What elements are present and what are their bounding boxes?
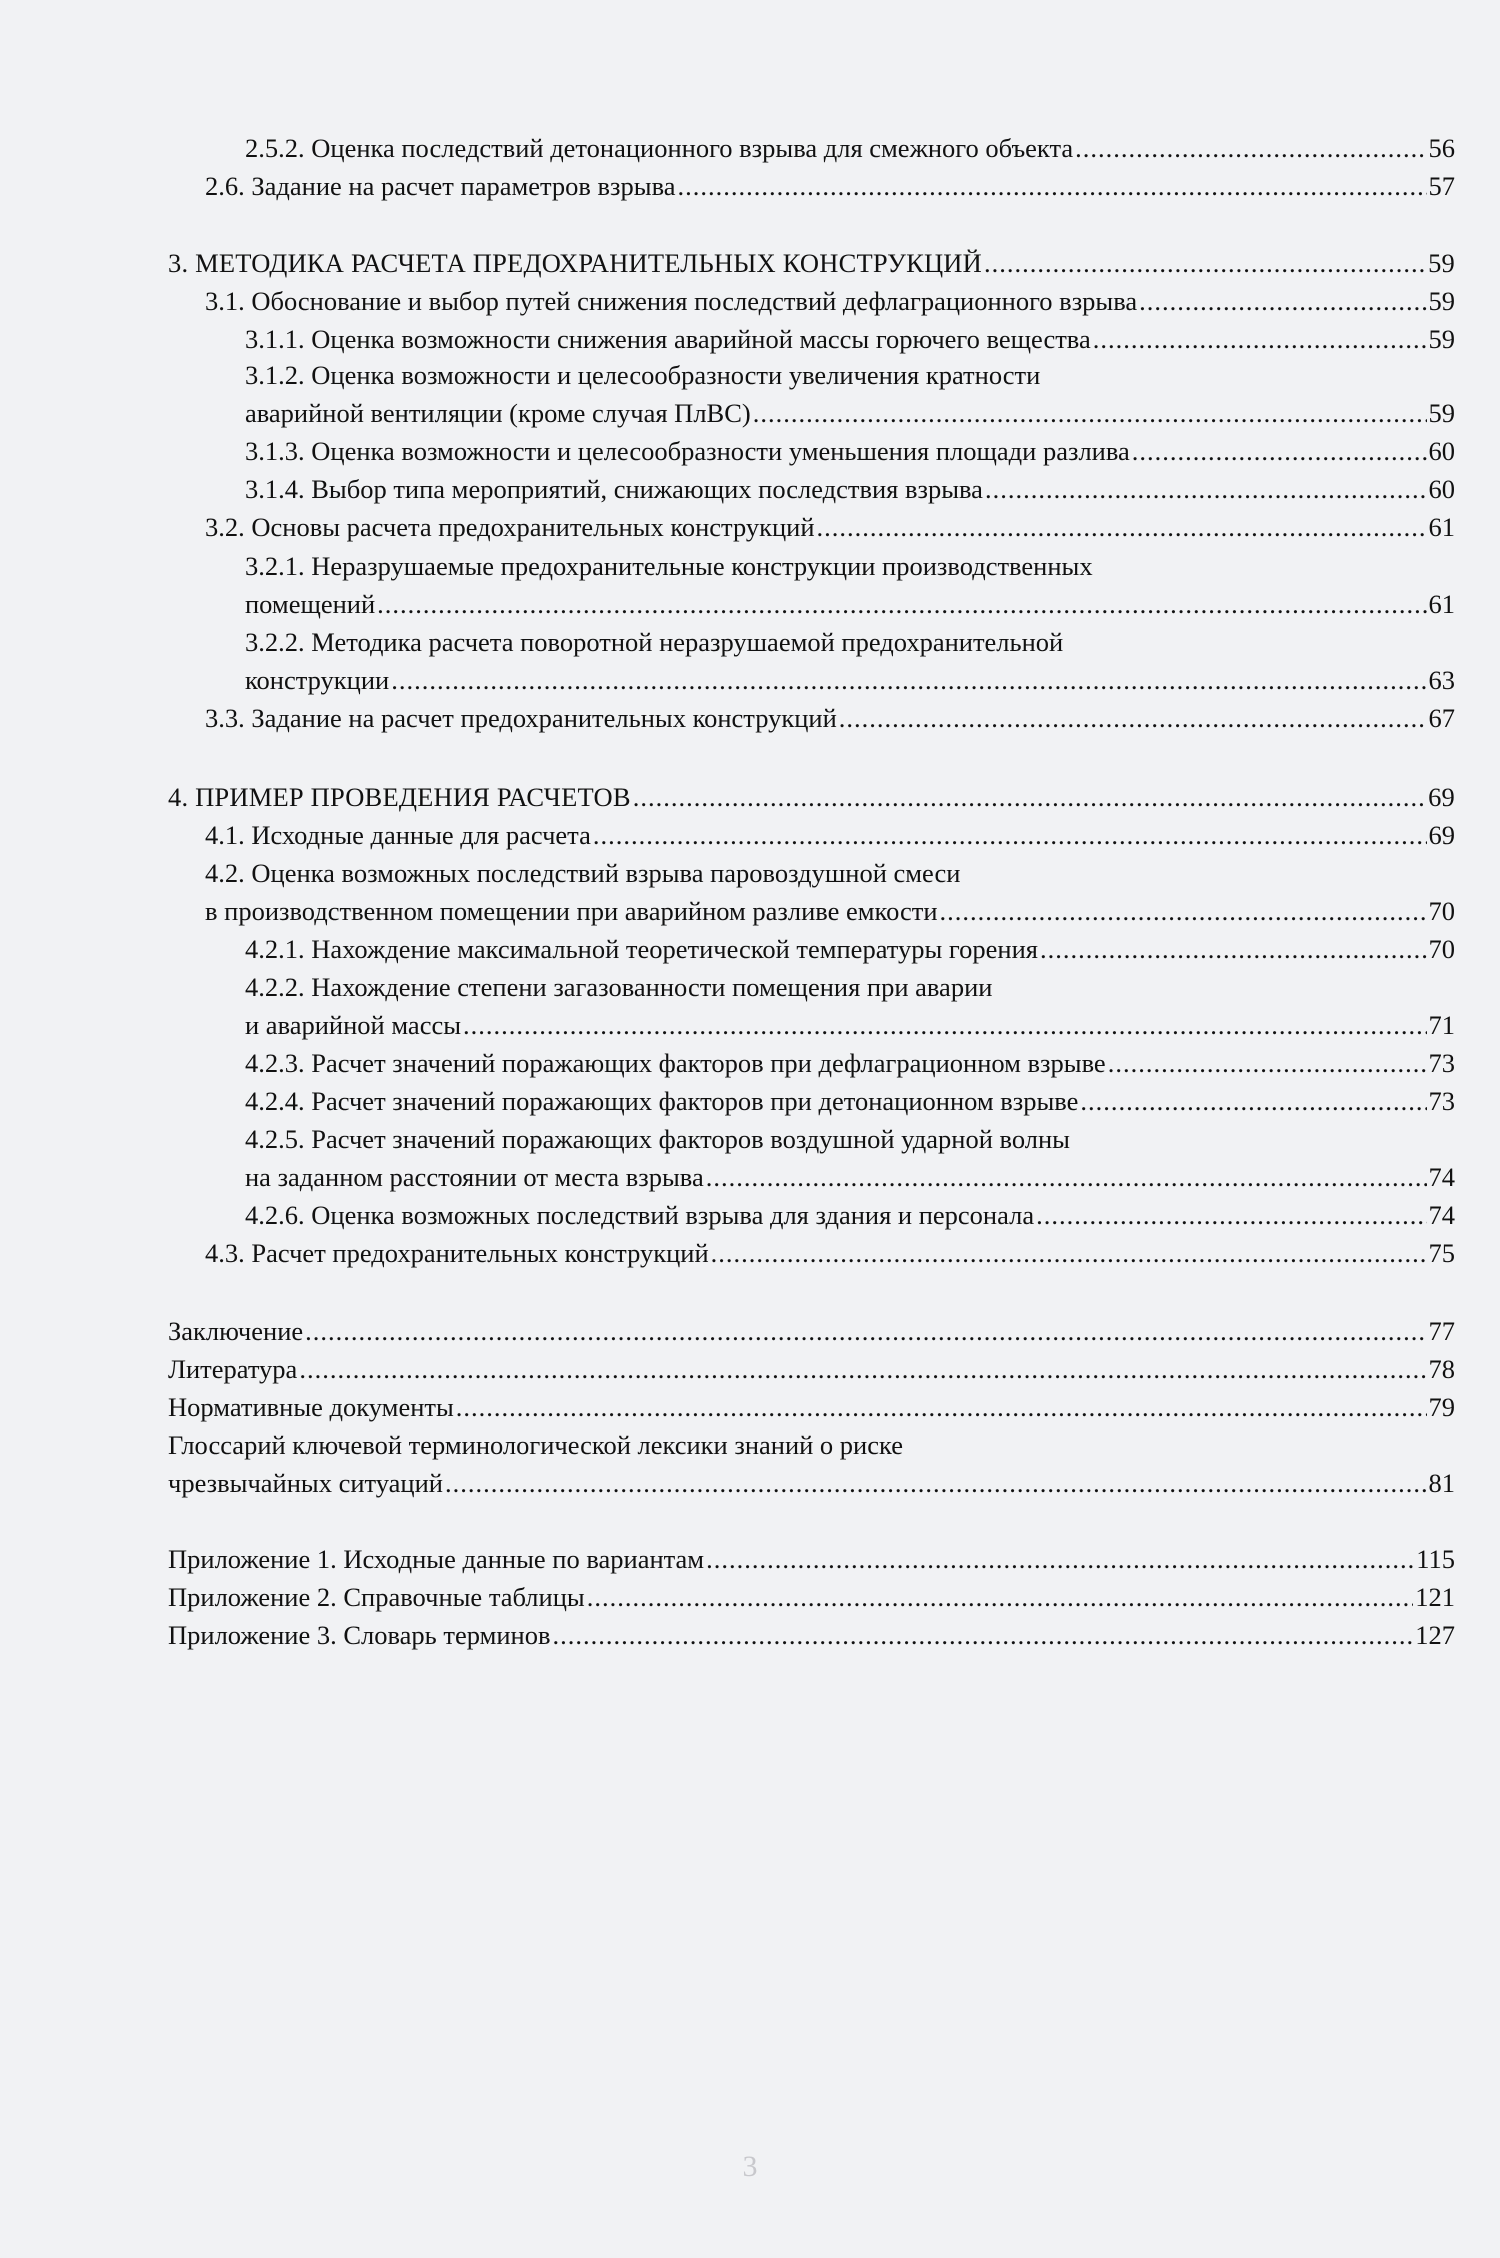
- toc-entry-title: 2.5.2. Оценка последствий детонационного взрыва для смежного объекта: [245, 133, 1074, 163]
- dot-leader: [445, 1465, 1427, 1501]
- toc-page-number: 115: [1416, 1544, 1455, 1574]
- toc-page-number: 69: [1428, 820, 1455, 850]
- dot-leader: [299, 1351, 1426, 1387]
- toc-page-number: 73: [1428, 1048, 1455, 1078]
- toc-entry-title: Нормативные документы: [168, 1392, 454, 1422]
- dot-leader: [1139, 283, 1426, 319]
- dot-leader: [839, 700, 1427, 736]
- toc-page-number: 61: [1428, 512, 1455, 542]
- dot-leader: [463, 1007, 1426, 1043]
- toc-entry-title-continued: и аварийной массы: [245, 1010, 462, 1040]
- dot-leader: [1093, 321, 1427, 357]
- dot-leader: [552, 1617, 1413, 1653]
- toc-entry-title-continued: аварийной вентиляции (кроме случая ПлВС): [245, 398, 751, 428]
- dot-leader: [984, 245, 1426, 281]
- toc-page-number: 60: [1428, 436, 1455, 466]
- toc-entry-title: Литература: [168, 1354, 298, 1384]
- dot-leader: [1132, 433, 1427, 469]
- toc-entry-title: 3.3. Задание на расчет предохранительных конструкций: [205, 703, 837, 733]
- toc-page-number: 59: [1428, 398, 1455, 428]
- dot-leader: [377, 586, 1426, 622]
- toc-page-number: 56: [1428, 133, 1455, 163]
- dot-leader: [711, 1235, 1427, 1271]
- toc-page-number: 74: [1428, 1200, 1455, 1230]
- dot-leader: [985, 471, 1427, 507]
- toc-page-number: 67: [1428, 703, 1455, 733]
- toc-entry-title: 3.2.2. Методика расчета поворотной неразрушаемой предохранительной: [245, 627, 1064, 657]
- toc-entry-title: Приложение 1. Исходные данные по вариантам: [168, 1544, 705, 1574]
- toc-entry-title: 3.2.1. Неразрушаемые предохранительные конструкции производственных: [245, 551, 1093, 581]
- toc-page-number: 60: [1428, 474, 1455, 504]
- toc-entry-title: 4.2.3. Расчет значений поражающих факторов при дефлаграционном взрыве: [245, 1048, 1106, 1078]
- toc-page-number: 70: [1428, 896, 1455, 926]
- toc-entry-title: Приложение 3. Словарь терминов: [168, 1620, 551, 1650]
- toc-page-number: 69: [1428, 782, 1455, 812]
- toc-entry-title: 4.2.2. Нахождение степени загазованности помещения при аварии: [245, 972, 993, 1002]
- dot-leader: [706, 1159, 1427, 1195]
- toc-entry-title: 3.1.3. Оценка возможности и целесообразности уменьшения площади разлива: [245, 436, 1130, 466]
- toc-entry-title: 2.6. Задание на расчет параметров взрыва: [205, 171, 676, 201]
- dot-leader: [753, 395, 1427, 431]
- toc-page-number: 61: [1428, 589, 1455, 619]
- toc-entry-title: 4.1. Исходные данные для расчета: [205, 820, 591, 850]
- show-through-text: [960, 1660, 966, 1687]
- dot-leader: [391, 662, 1426, 698]
- toc-page-number: 70: [1428, 934, 1455, 964]
- toc-entry-title: Глоссарий ключевой терминологической лексики знаний о риске: [168, 1430, 903, 1460]
- toc-entry-title: 4.2.1. Нахождение максимальной теоретической температуры горения: [245, 934, 1038, 964]
- dot-leader: [706, 1541, 1414, 1577]
- toc-page-number: 81: [1428, 1468, 1455, 1498]
- toc-page-number: 75: [1428, 1238, 1455, 1268]
- toc-entry-title: 4.2. Оценка возможных последствий взрыва паровоздушной смеси: [205, 858, 961, 888]
- toc-entry-title: Приложение 2. Справочные таблицы: [168, 1582, 585, 1612]
- toc-entry-title-continued: на заданном расстоянии от места взрыва: [245, 1162, 704, 1192]
- toc-entry-title-continued: помещений: [245, 589, 376, 619]
- toc-entry-title: 3.2. Основы расчета предохранительных конструкций: [205, 512, 815, 542]
- toc-page-number: 74: [1428, 1162, 1455, 1192]
- toc-page-number: 77: [1428, 1316, 1455, 1346]
- toc-entry-title-continued: чрезвычайных ситуаций: [168, 1468, 443, 1498]
- dot-leader: [678, 168, 1427, 204]
- toc-page-number: 127: [1415, 1620, 1455, 1650]
- dot-leader: [817, 509, 1427, 545]
- toc-entry-title: 4. ПРИМЕР ПРОВЕДЕНИЯ РАСЧЕТОВ: [168, 782, 631, 812]
- toc-page-number: 121: [1415, 1582, 1455, 1612]
- dot-leader: [587, 1579, 1414, 1615]
- dot-leader: [633, 779, 1426, 815]
- toc-page-number: 59: [1428, 324, 1455, 354]
- toc-entry-title: 4.3. Расчет предохранительных конструкций: [205, 1238, 709, 1268]
- toc-page-number: 57: [1428, 171, 1455, 201]
- dot-leader: [456, 1389, 1427, 1425]
- toc-entry-title: 4.2.5. Расчет значений поражающих факторов воздушной ударной волны: [245, 1124, 1070, 1154]
- toc-page-number: 78: [1428, 1354, 1455, 1384]
- toc-page-number: 71: [1428, 1010, 1455, 1040]
- toc-entry-title: 4.2.4. Расчет значений поражающих факторов при детонационном взрыве: [245, 1086, 1079, 1116]
- page-number: 3: [742, 2150, 758, 2183]
- toc-entry-title: 3.1. Обоснование и выбор путей снижения последствий дефлаграционного взрыва: [205, 286, 1138, 316]
- dot-leader: [1040, 931, 1427, 967]
- toc-page-number: 59: [1428, 286, 1455, 316]
- dot-leader: [1080, 1083, 1426, 1119]
- toc-entry-title-continued: в производственном помещении при аварийном разливе емкости: [205, 896, 938, 926]
- toc-entry-title: 3. МЕТОДИКА РАСЧЕТА ПРЕДОХРАНИТЕЛЬНЫХ КОНСТРУКЦИЙ: [168, 248, 982, 278]
- toc-entry-title: 3.1.4. Выбор типа мероприятий, снижающих последствия взрыва: [245, 474, 983, 504]
- toc-entry-title-continued: конструкции: [245, 665, 390, 695]
- dot-leader: [1108, 1045, 1427, 1081]
- toc-entry-title: 3.1.2. Оценка возможности и целесообразности увеличения кратности: [245, 360, 1041, 390]
- dot-leader: [1036, 1197, 1426, 1233]
- toc-page-number: 59: [1428, 248, 1455, 278]
- toc-page-number: 73: [1428, 1086, 1455, 1116]
- toc-entry-title: 4.2.6. Оценка возможных последствий взрыва для здания и персонала: [245, 1200, 1035, 1230]
- dot-leader: [593, 817, 1427, 853]
- dot-leader: [305, 1313, 1426, 1349]
- dot-leader: [940, 893, 1427, 929]
- toc-entry-title: Заключение: [168, 1316, 304, 1346]
- toc-entry-title: 3.1.1. Оценка возможности снижения аварийной массы горючего вещества: [245, 324, 1091, 354]
- dot-leader: [1075, 130, 1426, 166]
- toc-page-number: 79: [1428, 1392, 1455, 1422]
- toc-page-number: 63: [1428, 665, 1455, 695]
